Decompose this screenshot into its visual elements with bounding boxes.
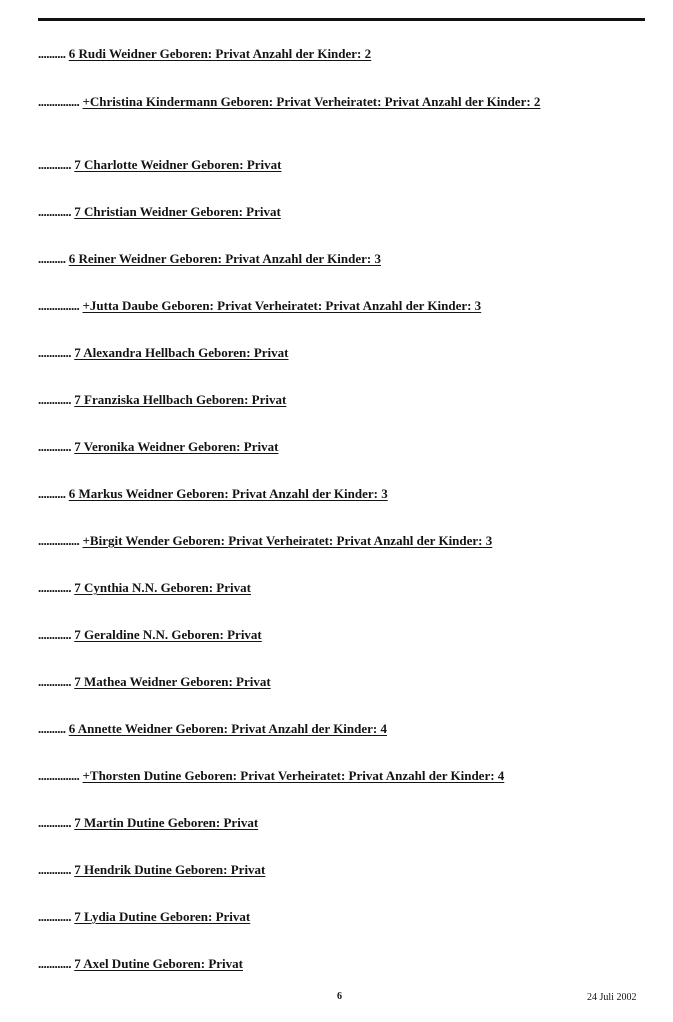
list-item (38, 580, 251, 595)
leader-dots: ............... (38, 768, 80, 783)
entry-text: 6 Annette Weidner Geboren: Privat Anzahl der Kinder: 4 (68, 721, 388, 736)
entry-text: +Christina Kindermann Geboren: Privat Verheiratet: Privat Anzahl der Kinder: 2 (82, 94, 541, 109)
list-item (38, 815, 258, 830)
leader-dots: ............ (38, 580, 71, 595)
list-item (38, 909, 250, 924)
top-rule (38, 18, 645, 21)
entry-text: 7 Christian Weidner Geboren: Privat (74, 204, 281, 219)
leader-dots: ............... (38, 533, 80, 548)
leader-dots: ............ (38, 956, 71, 971)
list-item (38, 486, 388, 501)
list-item (38, 345, 289, 360)
list-item (38, 46, 371, 61)
entry-text: 7 Mathea Weidner Geboren: Privat (74, 674, 271, 689)
list-item (38, 298, 481, 313)
entry-text: 7 Axel Dutine Geboren: Privat (74, 956, 243, 971)
entry-text: 7 Cynthia N.N. Geboren: Privat (74, 580, 251, 595)
list-item (38, 862, 265, 877)
list-item (38, 533, 492, 548)
leader-dots: ............ (38, 815, 71, 830)
leader-dots: .......... (38, 46, 66, 61)
entry-text: 7 Lydia Dutine Geboren: Privat (74, 909, 251, 924)
entry-text: +Birgit Wender Geboren: Privat Verheiratet: Privat Anzahl der Kinder: 3 (82, 533, 493, 548)
list-item (38, 94, 642, 109)
entry-text: 7 Alexandra Hellbach Geboren: Privat (74, 345, 289, 360)
list-item (38, 439, 278, 454)
list-item (38, 392, 286, 407)
leader-dots: ............ (38, 674, 71, 689)
leader-dots: ............ (38, 627, 71, 642)
leader-dots: ............ (38, 392, 71, 407)
entry-text: 7 Hendrik Dutine Geboren: Privat (74, 862, 266, 877)
leader-dots: ............ (38, 157, 71, 172)
list-item (38, 204, 281, 219)
entry-text: 6 Rudi Weidner Geboren: Privat Anzahl der Kinder: 2 (68, 46, 372, 61)
list-item (38, 768, 504, 783)
entry-text: 7 Martin Dutine Geboren: Privat (74, 815, 259, 830)
leader-dots: .......... (38, 486, 66, 501)
entry-text: 7 Veronika Weidner Geboren: Privat (74, 439, 279, 454)
entry-text: +Thorsten Dutine Geboren: Privat Verheiratet: Privat Anzahl der Kinder: 4 (82, 768, 505, 783)
leader-dots: ............ (38, 204, 71, 219)
leader-dots: ............... (38, 94, 80, 109)
leader-dots: ............ (38, 345, 71, 360)
footer-date: 24 Juli 2002 (587, 992, 637, 1003)
leader-dots: ............ (38, 862, 71, 877)
entry-text: 6 Markus Weidner Geboren: Privat Anzahl der Kinder: 3 (68, 486, 388, 501)
entry-text: 6 Reiner Weidner Geboren: Privat Anzahl der Kinder: 3 (68, 251, 381, 266)
entry-text: 7 Franziska Hellbach Geboren: Privat (74, 392, 287, 407)
entry-text: 7 Geraldine N.N. Geboren: Privat (74, 627, 262, 642)
leader-dots: ............... (38, 298, 80, 313)
leader-dots: ............ (38, 909, 71, 924)
leader-dots: .......... (38, 251, 66, 266)
list-item (38, 251, 381, 266)
list-item (38, 721, 387, 736)
list-item (38, 956, 243, 971)
list-item (38, 157, 282, 172)
page-number: 6 (337, 991, 342, 1002)
entry-text: 7 Charlotte Weidner Geboren: Privat (74, 157, 282, 172)
list-item (38, 674, 271, 689)
list-item (38, 627, 262, 642)
leader-dots: ............ (38, 439, 71, 454)
leader-dots: .......... (38, 721, 66, 736)
entry-text: +Jutta Daube Geboren: Privat Verheiratet: Privat Anzahl der Kinder: 3 (82, 298, 482, 313)
